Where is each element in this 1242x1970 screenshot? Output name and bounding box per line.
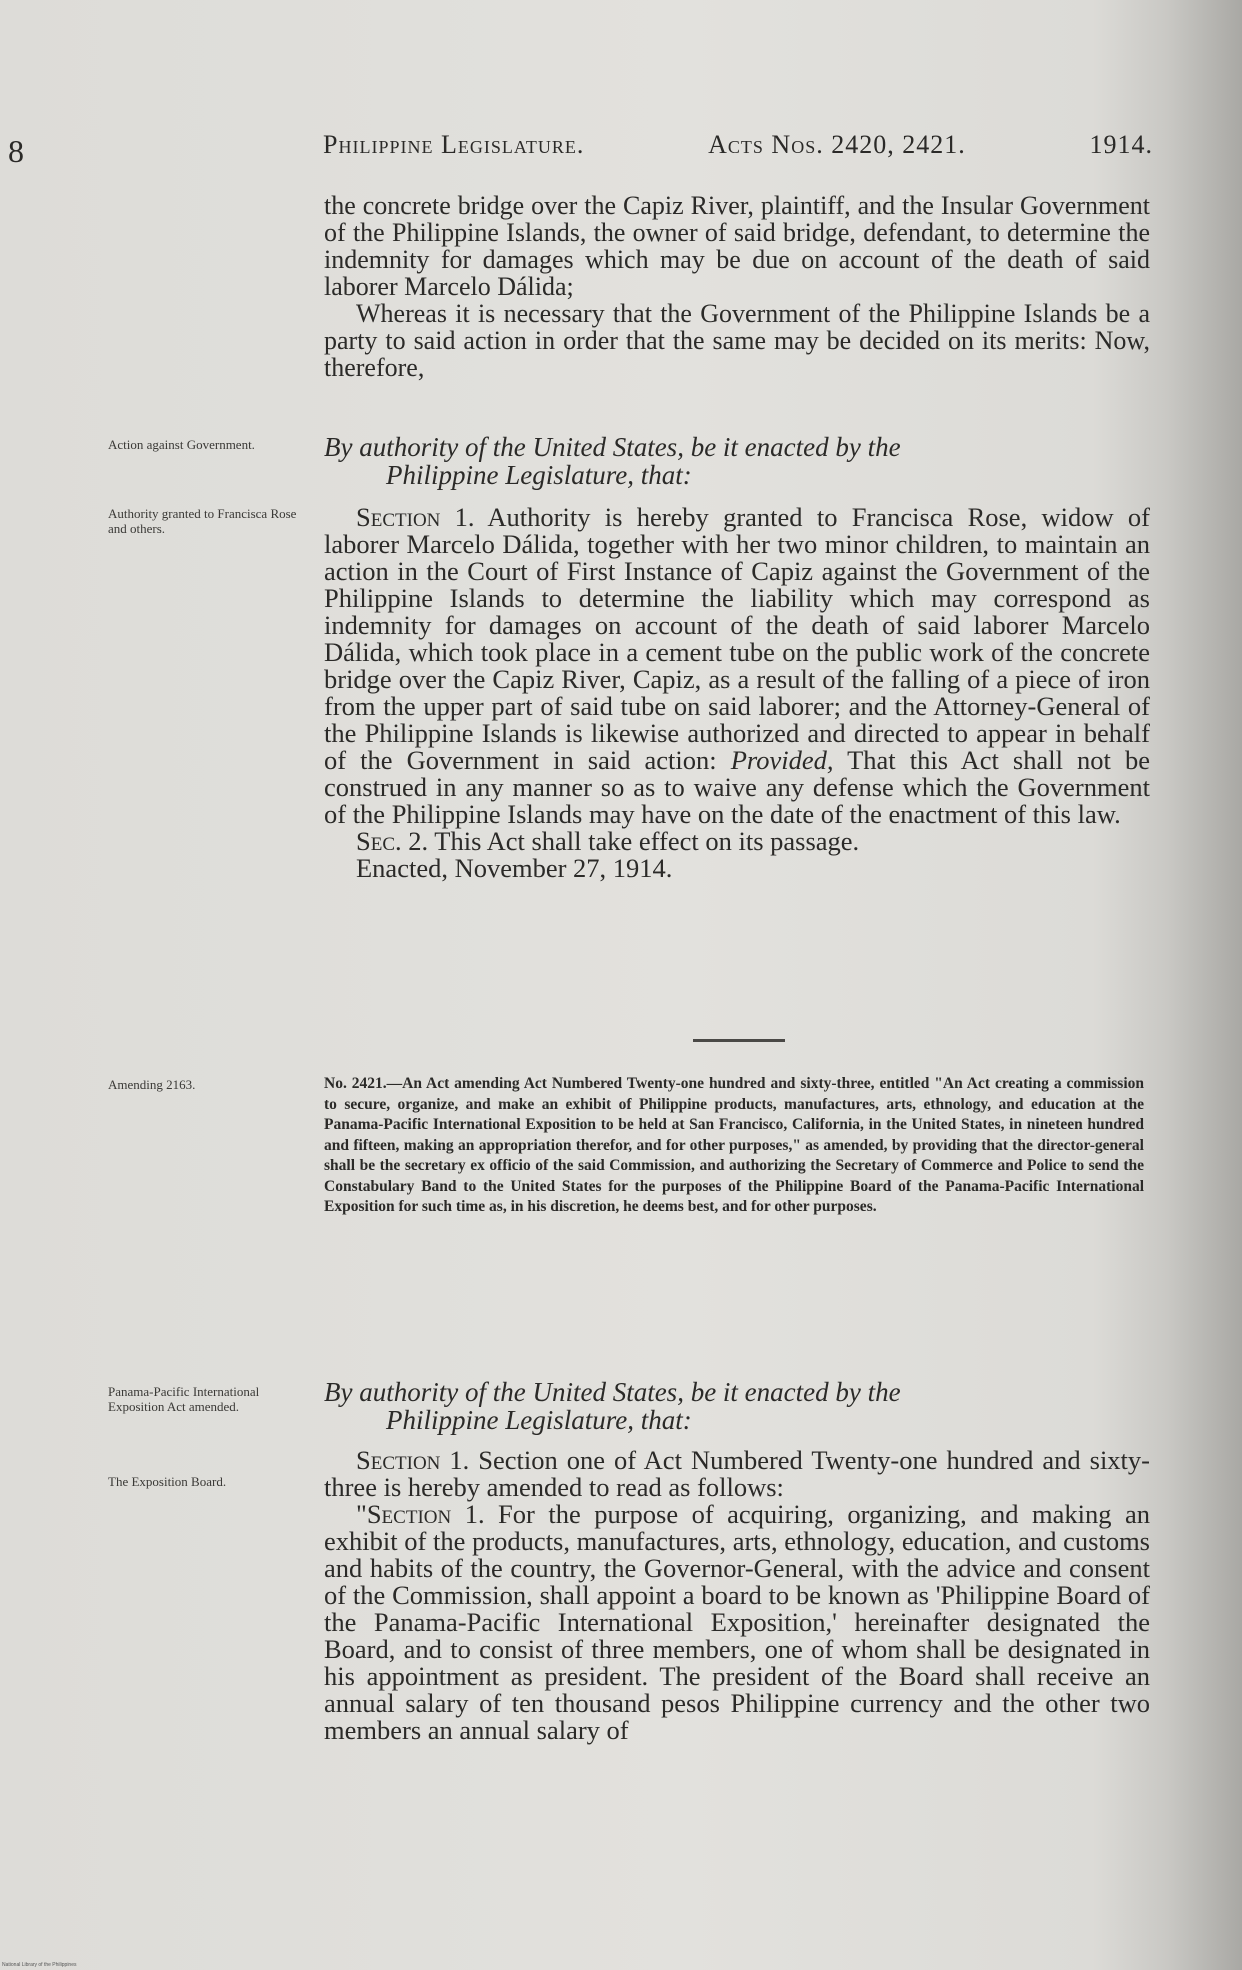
enacting-clause-line-1: By authority of the United States, be it enacted by the — [324, 1377, 901, 1407]
section-divider — [693, 1039, 785, 1042]
enacting-clause-2420 — [324, 433, 1150, 489]
quoted-section-label: "Section 1. — [356, 1499, 485, 1529]
enacting-clause-line-2: Philippine Legislature, that: — [386, 1405, 692, 1435]
section-1-provided: Provided, — [730, 745, 834, 775]
margin-note-action: Action against Government. — [108, 437, 255, 452]
act-2421-title — [324, 1074, 1144, 1218]
act-number: No. 2421. — [324, 1075, 387, 1092]
section-1-text: Authority is hereby granted to Francisca Rose, widow of laborer Marcelo Dálida, together with her two minor children, to maintain an action in the Court of First Instance of Capiz against the Government of the Philippine Islands to determine the liability which may correspond as indemnity for damages on account of the death of said laborer Marcelo Dálida, which took place in a cement tube on the public work of the concrete bridge over the Capiz River, Capiz, as a result of the falling of a piece of iron from the upper part of said tube on said laborer; and the Attorney-General of the Philippine Islands is likewise authorized and directed to appear in behalf of the Government in said action: — [324, 502, 1150, 775]
section-1-text-end: That this Act shall not be construed in any manner so as to waive any defense which the Government of the Philippine Islands may have on the date of the enactment of this law. — [324, 745, 1150, 829]
page-number: 8 — [8, 133, 24, 169]
opening-paragraph-1: the concrete bridge over the Capiz River, plaintiff, and the Insular Government of the Philippine Islands, the owner of said bridge, defendant, to determine the indemnity for damages which may be due on account of the death of said laborer Marcelo Dálida; — [324, 191, 1150, 301]
quoted-section-text: For the purpose of acquiring, organizing, and making an exhibit of the products, manufactures, arts, ethnology, education, and customs and habits of the country, the Governor-General, with the advice and consent of the Commission, shall appoint a board to be known as 'Philippine Board of the Panama-Pacific International Exposition,' hereinafter designated the Board, and to consist of three members, one of whom shall be designated in his appointment as president. The president of the Board shall receive an annual salary of ten thousand pesos Philippine currency and the other two members an annual salary of — [324, 1499, 1151, 1745]
running-head — [323, 130, 1153, 160]
enacted-date: Enacted, November 27, 1914. — [356, 853, 673, 883]
section-1-label: Section 1. — [356, 502, 475, 532]
section-1-label: Section 1. — [356, 1445, 470, 1475]
opening-paragraph-2: Whereas it is necessary that the Government of the Philippine Islands be a party to said action in order that the same may be decided on its merits: Now, therefore, — [324, 299, 1150, 382]
enacting-clause-2421 — [324, 1378, 1150, 1434]
section-1-text: Section one of Act Numbered Twenty-one hundred and sixty-three is hereby amended to read as follows: — [324, 1445, 1150, 1502]
enacting-clause-line-1: By authority of the United States, be it enacted by the — [324, 432, 901, 462]
opening-text — [324, 192, 1150, 381]
footer-credit: National Library of the Philippines — [2, 1962, 77, 1968]
running-head-year: 1914. — [1089, 130, 1153, 159]
section-2-label: Sec. 2. — [356, 826, 429, 856]
running-head-title: Philippine Legislature. — [323, 130, 585, 159]
section-1-act-2420 — [324, 504, 1150, 882]
enacting-clause-line-2: Philippine Legislature, that: — [386, 460, 692, 490]
act-title-text: —An Act amending Act Numbered Twenty-one hundred and sixty-three, entitled "An Act creating a commission to secure, organize, and make an exhibit of Philippine products, manufactures, arts, ethnology, and education at the Panama-Pacific International Exposition to be held at San Francisco, California, in the United States, in nineteen hundred and fifteen, making an appropriation therefor, and for other purposes," as amended, by providing that the director-general shall be the secretary ex officio of the said Commission, and authorizing the Secretary of Commerce and Police to send the Constabulary Band to the United States for the purposes of the Philippine Board of the Panama-Pacific International Exposition for such time as, in his discretion, he deems best, and for other purposes. — [324, 1075, 1144, 1215]
running-head-acts: Acts Nos. 2420, 2421. — [708, 130, 966, 159]
margin-note-authority: Authority granted to Francisca Rose and others. — [108, 506, 297, 536]
section-1-act-2421 — [324, 1447, 1150, 1744]
margin-note-panama: Panama-Pacific International Exposition Act amended. — [108, 1384, 260, 1414]
section-2-text: This Act shall take effect on its passage. — [428, 826, 860, 856]
margin-note-board: The Exposition Board. — [108, 1474, 227, 1489]
margin-note-amending: Amending 2163. — [108, 1077, 196, 1092]
